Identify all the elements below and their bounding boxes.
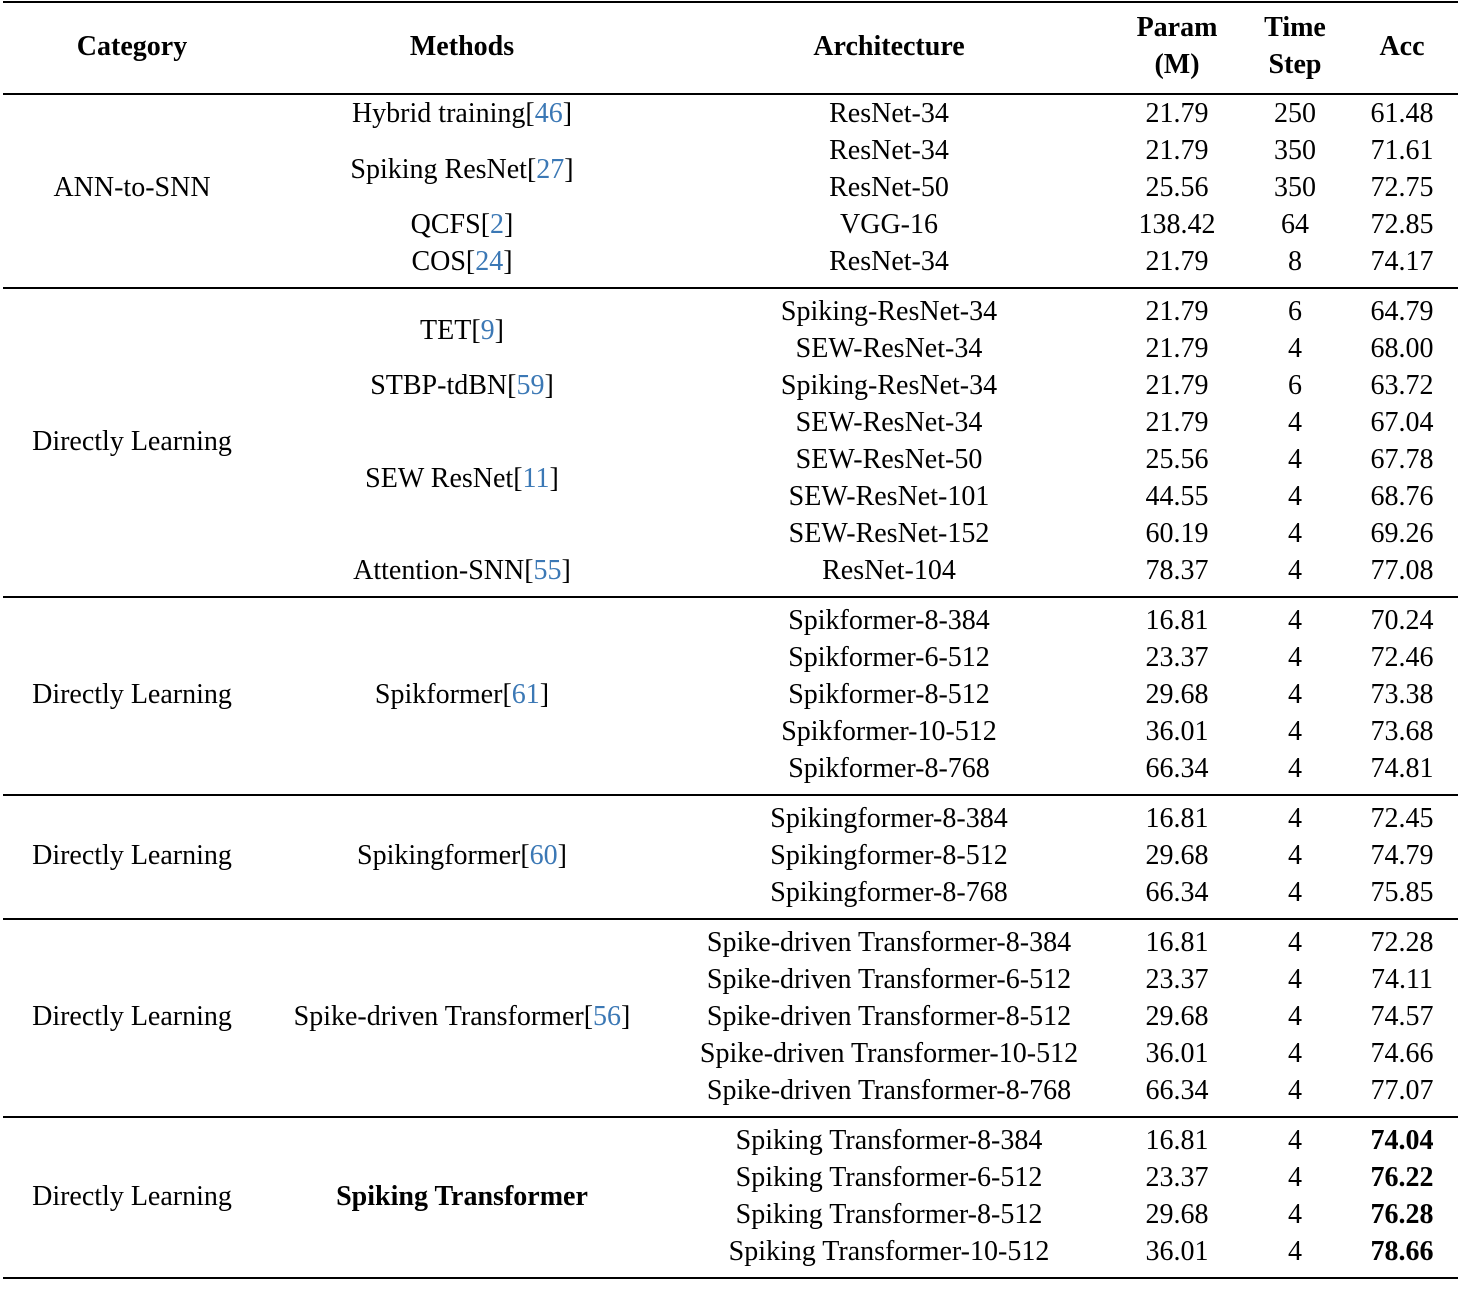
timestep-cell: 4: [1288, 803, 1302, 834]
param-cell: 60.19: [1145, 518, 1209, 549]
header-architecture: Architecture: [813, 31, 965, 62]
cite-open-bracket: [: [507, 370, 517, 401]
cite-open-bracket: [: [583, 1001, 594, 1032]
citation-link[interactable]: 11: [522, 462, 550, 494]
architecture-cell: Spikformer-8-384: [788, 605, 990, 636]
acc-cell: 72.28: [1370, 927, 1434, 958]
cite-close-bracket: ]: [557, 840, 567, 871]
citation-link[interactable]: 2: [490, 209, 505, 240]
param-cell: 23.37: [1145, 1162, 1209, 1193]
param-cell: 66.34: [1145, 753, 1209, 784]
cite-close-bracket: ]: [503, 246, 513, 277]
param-cell: 21.79: [1145, 407, 1209, 438]
header-category: Category: [76, 31, 188, 62]
param-cell: 16.81: [1145, 927, 1209, 958]
param-cell: 66.34: [1145, 877, 1209, 908]
param-cell: 29.68: [1145, 679, 1209, 710]
architecture-cell: Spiking Transformer-6-512: [735, 1162, 1043, 1193]
timestep-cell: 4: [1288, 840, 1302, 871]
architecture-cell: Spiking Transformer-8-512: [735, 1199, 1043, 1230]
citation-link[interactable]: 55: [533, 555, 562, 586]
architecture-cell: Spikformer-6-512: [788, 642, 990, 673]
citation-link[interactable]: 61: [511, 679, 540, 710]
timestep-cell: 4: [1288, 642, 1302, 673]
cite-close-bracket: ]: [504, 209, 514, 240]
timestep-cell: 4: [1288, 605, 1302, 636]
citation-link[interactable]: 59: [516, 370, 545, 401]
architecture-cell: ResNet-34: [829, 246, 949, 277]
architecture-cell: SEW-ResNet-34: [795, 333, 983, 364]
timestep-cell: 4: [1288, 1125, 1302, 1156]
method-label: [352, 97, 572, 131]
acc-cell: 76.22: [1370, 1162, 1434, 1193]
timestep-cell: 6: [1288, 296, 1302, 327]
header-rule: [3, 93, 1458, 95]
method-label: [370, 369, 554, 403]
architecture-cell: Spiking Transformer-8-384: [735, 1125, 1043, 1156]
param-cell: 23.37: [1145, 642, 1209, 673]
architecture-cell: Spike-driven Transformer-6-512: [706, 964, 1072, 995]
cite-open-bracket: [: [471, 314, 481, 346]
cite-close-bracket: ]: [621, 1001, 631, 1032]
architecture-cell: Spiking-ResNet-34: [780, 370, 998, 401]
method-label: [353, 554, 571, 588]
acc-cell: 77.07: [1370, 1075, 1434, 1106]
architecture-cell: Spikformer-10-512: [781, 716, 997, 747]
param-cell: 16.81: [1145, 1125, 1209, 1156]
architecture-cell: Spikingformer-8-384: [770, 803, 1008, 834]
citation-link[interactable]: 56: [593, 1001, 622, 1032]
architecture-cell: Spike-driven Transformer-8-384: [706, 927, 1072, 958]
architecture-cell: Spikformer-8-512: [788, 679, 990, 710]
citation-link[interactable]: 27: [536, 153, 565, 185]
param-cell: 25.56: [1145, 172, 1209, 203]
acc-cell: 72.46: [1370, 642, 1434, 673]
architecture-cell: Spike-driven Transformer-10-512: [699, 1038, 1079, 1069]
cite-close-bracket: ]: [544, 370, 554, 401]
timestep-cell: 4: [1288, 1038, 1302, 1069]
acc-cell: 73.68: [1370, 716, 1434, 747]
method-label: [420, 314, 504, 348]
cite-open-bracket: [: [525, 98, 535, 129]
header-methods: Methods: [409, 31, 515, 62]
acc-cell: 69.26: [1370, 518, 1434, 549]
method-label: [294, 1000, 631, 1034]
architecture-cell: SEW-ResNet-152: [788, 518, 990, 549]
method-name: Hybrid training: [351, 98, 526, 129]
acc-cell: 71.61: [1370, 135, 1434, 166]
timestep-cell: 4: [1288, 481, 1302, 512]
method-label: [350, 153, 573, 187]
architecture-cell: Spiking Transformer-10-512: [728, 1236, 1050, 1267]
category-label: Directly Learning: [32, 1001, 232, 1032]
timestep-cell: 4: [1288, 679, 1302, 710]
citation-link[interactable]: 60: [529, 840, 558, 871]
timestep-cell: 4: [1288, 444, 1302, 475]
method-label: [375, 678, 549, 712]
timestep-cell: 4: [1288, 555, 1302, 586]
architecture-cell: Spike-driven Transformer-8-768: [706, 1075, 1072, 1106]
timestep-cell: 4: [1288, 1075, 1302, 1106]
cite-close-bracket: ]: [562, 98, 573, 129]
cite-close-bracket: ]: [494, 314, 504, 346]
timestep-cell: 64: [1281, 209, 1309, 240]
acc-cell: 74.11: [1371, 964, 1433, 995]
architecture-cell: Spikingformer-8-768: [770, 877, 1008, 908]
cite-close-bracket: ]: [564, 153, 574, 185]
param-cell: 21.79: [1145, 135, 1209, 166]
category-label: ANN-to-SNN: [53, 172, 211, 203]
param-cell: 21.79: [1145, 333, 1209, 364]
acc-cell: 74.79: [1370, 840, 1434, 871]
header-param-line2: (M): [1154, 49, 1200, 80]
cite-close-bracket: ]: [549, 462, 559, 494]
cite-close-bracket: ]: [539, 679, 550, 710]
param-cell: 21.79: [1145, 370, 1209, 401]
method-label: [411, 208, 514, 242]
acc-cell: 78.66: [1370, 1236, 1434, 1267]
acc-cell: 72.75: [1370, 172, 1434, 203]
timestep-cell: 4: [1288, 716, 1302, 747]
method-label: [411, 245, 512, 279]
architecture-cell: ResNet-34: [829, 98, 949, 129]
timestep-cell: 4: [1288, 1199, 1302, 1230]
method-label: [357, 839, 567, 873]
category-label: Directly Learning: [32, 840, 232, 871]
group-rule: [3, 287, 1458, 289]
param-cell: 36.01: [1145, 716, 1209, 747]
param-cell: 16.81: [1145, 803, 1209, 834]
header-param-line1: Param: [1136, 12, 1218, 43]
timestep-cell: 4: [1288, 333, 1302, 364]
group-rule: [3, 918, 1458, 920]
timestep-cell: 4: [1288, 1001, 1302, 1032]
timestep-cell: 4: [1288, 407, 1302, 438]
architecture-cell: SEW-ResNet-34: [795, 407, 983, 438]
param-cell: 29.68: [1145, 1001, 1209, 1032]
timestep-cell: 6: [1288, 370, 1302, 401]
method-name: Spikingformer: [357, 840, 521, 871]
timestep-cell: 4: [1288, 753, 1302, 784]
category-label: Directly Learning: [32, 1180, 232, 1212]
citation-link[interactable]: 9: [480, 314, 495, 346]
param-cell: 21.79: [1145, 296, 1209, 327]
cite-open-bracket: [: [526, 153, 537, 185]
timestep-cell: 350: [1274, 172, 1316, 203]
timestep-cell: 4: [1288, 518, 1302, 549]
group-rule: [3, 1116, 1458, 1118]
acc-cell: 74.81: [1370, 753, 1434, 784]
method-name: Spikformer: [374, 679, 503, 710]
param-cell: 16.81: [1145, 605, 1209, 636]
cite-open-bracket: [: [465, 246, 476, 277]
method-name: Attention-SNN: [353, 555, 525, 586]
acc-cell: 75.85: [1370, 877, 1434, 908]
architecture-cell: VGG-16: [840, 209, 938, 240]
architecture-cell: ResNet-34: [829, 135, 949, 166]
param-cell: 25.56: [1145, 444, 1209, 475]
method-name: Spiking ResNet: [350, 153, 527, 185]
cite-open-bracket: [: [502, 679, 512, 710]
acc-cell: 76.28: [1370, 1199, 1434, 1230]
architecture-cell: Spikformer-8-768: [788, 753, 990, 784]
param-cell: 78.37: [1145, 555, 1209, 586]
method-name: COS: [411, 246, 466, 277]
param-cell: 138.42: [1138, 209, 1216, 240]
architecture-cell: ResNet-104: [822, 555, 956, 586]
method-name: SEW ResNet: [365, 462, 514, 494]
timestep-cell: 4: [1288, 964, 1302, 995]
param-cell: 23.37: [1145, 964, 1209, 995]
param-cell: 29.68: [1145, 1199, 1209, 1230]
param-cell: 21.79: [1145, 98, 1209, 129]
timestep-cell: 4: [1288, 927, 1302, 958]
timestep-cell: 8: [1288, 246, 1302, 277]
acc-cell: 61.48: [1370, 98, 1434, 129]
architecture-cell: Spikingformer-8-512: [770, 840, 1008, 871]
method-label: [336, 1180, 588, 1214]
method-label: [365, 462, 559, 496]
cite-open-bracket: [: [520, 840, 530, 871]
group-rule: [3, 794, 1458, 796]
cite-open-bracket: [: [480, 209, 491, 240]
param-cell: 36.01: [1145, 1038, 1209, 1069]
param-cell: 36.01: [1145, 1236, 1209, 1267]
method-name: STBP-tdBN: [370, 370, 508, 401]
timestep-cell: 4: [1288, 877, 1302, 908]
cite-open-bracket: [: [524, 555, 534, 586]
architecture-cell: ResNet-50: [829, 172, 949, 203]
cite-open-bracket: [: [513, 462, 523, 494]
timestep-cell: 250: [1274, 98, 1316, 129]
acc-cell: 70.24: [1370, 605, 1434, 636]
category-label: Directly Learning: [32, 425, 232, 457]
acc-cell: 68.76: [1370, 481, 1434, 512]
acc-cell: 73.38: [1370, 679, 1434, 710]
acc-cell: 67.78: [1370, 444, 1434, 475]
acc-cell: 74.66: [1370, 1038, 1434, 1069]
architecture-cell: Spiking-ResNet-34: [780, 296, 998, 327]
method-name: TET: [420, 314, 472, 346]
architecture-cell: SEW-ResNet-101: [788, 481, 990, 512]
method-name: QCFS: [410, 209, 481, 240]
param-cell: 66.34: [1145, 1075, 1209, 1106]
bottom-rule: [3, 1277, 1458, 1279]
param-cell: 44.55: [1145, 481, 1209, 512]
top-rule: [3, 1, 1458, 3]
acc-cell: 68.00: [1370, 333, 1434, 364]
header-acc: Acc: [1379, 31, 1425, 62]
method-name: Spiking Transformer: [336, 1180, 588, 1212]
acc-cell: 63.72: [1370, 370, 1434, 401]
acc-cell: 74.57: [1370, 1001, 1434, 1032]
timestep-cell: 4: [1288, 1162, 1302, 1193]
category-label: Directly Learning: [32, 679, 232, 710]
cite-close-bracket: ]: [561, 555, 571, 586]
header-timestep-line1: Time: [1264, 12, 1326, 43]
citation-link[interactable]: 24: [475, 246, 504, 277]
acc-cell: 67.04: [1370, 407, 1434, 438]
group-rule: [3, 596, 1458, 598]
acc-cell: 72.85: [1370, 209, 1434, 240]
param-cell: 29.68: [1145, 840, 1209, 871]
architecture-cell: SEW-ResNet-50: [795, 444, 983, 475]
acc-cell: 77.08: [1370, 555, 1434, 586]
architecture-cell: Spike-driven Transformer-8-512: [706, 1001, 1072, 1032]
header-timestep-line2: Step: [1268, 49, 1322, 80]
timestep-cell: 4: [1288, 1236, 1302, 1267]
timestep-cell: 350: [1274, 135, 1316, 166]
acc-cell: 74.17: [1370, 246, 1434, 277]
param-cell: 21.79: [1145, 246, 1209, 277]
method-name: Spike-driven Transformer: [293, 1001, 584, 1032]
acc-cell: 72.45: [1370, 803, 1434, 834]
acc-cell: 74.04: [1370, 1125, 1434, 1156]
acc-cell: 64.79: [1370, 296, 1434, 327]
citation-link[interactable]: 46: [534, 98, 563, 129]
